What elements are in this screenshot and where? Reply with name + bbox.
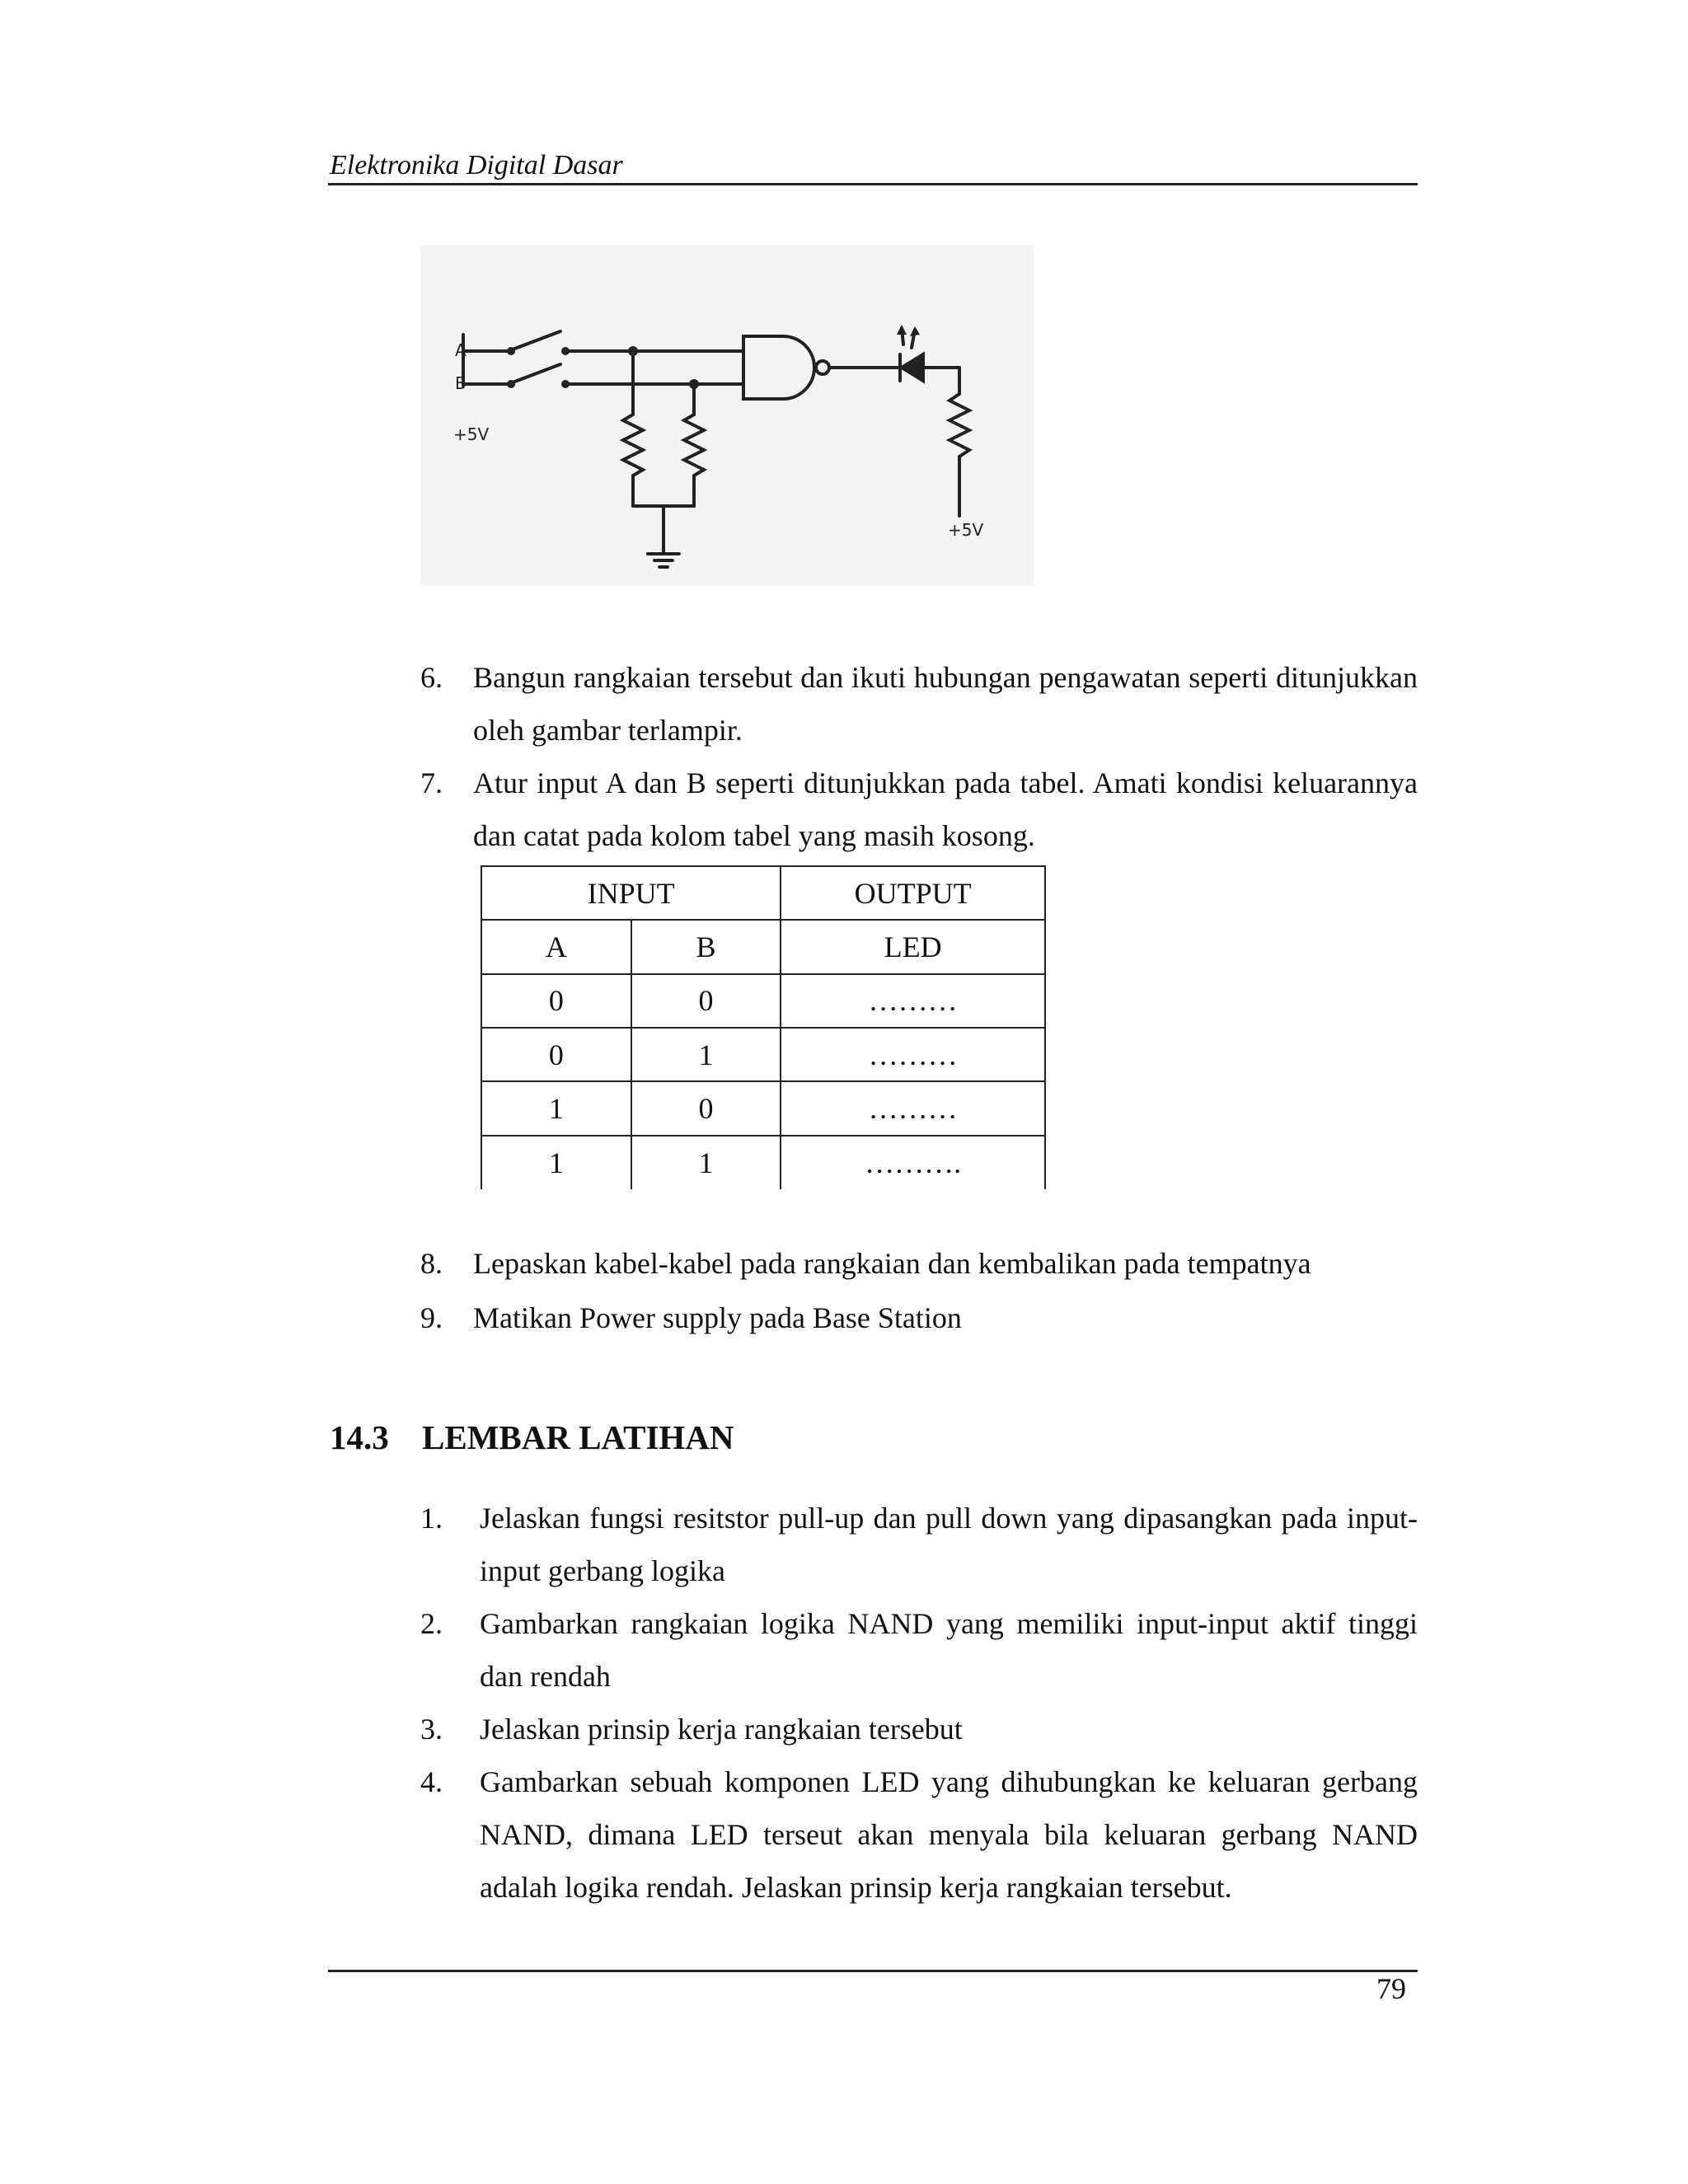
pulldown-resistor-a — [623, 415, 643, 476]
page-number: 79 — [1376, 1972, 1406, 2005]
running-header: Elektronika Digital Dasar — [330, 150, 623, 180]
section-number: 14.3 — [330, 1418, 389, 1456]
procedure-steps-list — [420, 651, 1418, 862]
switch-a-blade — [513, 331, 560, 349]
list-item-text: Atur input A dan B seperti ditunjukkan pada tabel. Amati kondisi keluarannya dan catat pada kolom tabel yang masih kosong. — [473, 766, 1418, 852]
table-column-header: B — [631, 920, 781, 973]
label-a: A — [455, 340, 467, 360]
table-cell: 1 — [631, 1136, 781, 1189]
led-icon — [902, 354, 923, 381]
switch-a-contact — [507, 347, 515, 355]
list-item-text: Lepaskan kabel-kabel pada rangkaian dan kembalikan pada tempatnya — [473, 1247, 1311, 1280]
junction-a — [628, 346, 638, 356]
list-item-number: 9. — [420, 1301, 443, 1334]
list-item-number: 8. — [420, 1247, 443, 1280]
list-item — [420, 1236, 1418, 1291]
list-item-number: 6. — [420, 661, 443, 694]
list-item — [420, 757, 1418, 862]
table-cell: ……… — [781, 1081, 1045, 1135]
list-item-number: 4. — [420, 1765, 443, 1798]
switch-b-terminal — [561, 380, 570, 388]
table-header-row — [481, 920, 1045, 973]
section-title: LEMBAR LATIHAN — [422, 1418, 734, 1456]
table-group-header-input: INPUT — [481, 866, 781, 920]
table-column-header: LED — [781, 920, 1045, 973]
table-column-header: A — [481, 920, 631, 973]
table-row — [481, 1081, 1045, 1135]
table-cell: 0 — [481, 974, 631, 1028]
list-item-number: 3. — [420, 1713, 443, 1746]
series-resistor — [950, 394, 969, 457]
label-b: B — [455, 373, 467, 393]
footer-rule — [328, 1970, 1418, 1972]
table-header-row — [481, 866, 1045, 920]
table-cell: 0 — [481, 1028, 631, 1081]
switch-a-terminal — [561, 347, 570, 355]
table-group-header-output: OUTPUT — [781, 866, 1045, 920]
list-item-text: Gambarkan rangkaian logika NAND yang memiliki input-input aktif tinggi dan rendah — [480, 1607, 1418, 1693]
led-arrowhead-2 — [897, 325, 907, 335]
label-vcc-left: +5V — [453, 424, 490, 444]
switch-b-contact — [507, 380, 515, 388]
list-item-text: Gambarkan sebuah komponen LED yang dihubungkan ke keluaran gerbang NAND, dimana LED terseut akan menyala bila keluaran gerbang NAND adalah logika rendah. Jelaskan prinsip kerja rangkaian tersebut. — [480, 1765, 1418, 1904]
junction-b — [689, 379, 699, 389]
list-item-text: Matikan Power supply pada Base Station — [473, 1301, 962, 1334]
list-item-number: 7. — [420, 766, 443, 799]
list-item — [420, 1291, 1418, 1345]
table-cell: 0 — [631, 974, 781, 1028]
list-item — [420, 1597, 1418, 1703]
section-heading — [330, 1418, 734, 1457]
header-rule — [328, 183, 1418, 185]
switch-b-blade — [513, 364, 560, 382]
procedure-steps-list-continued — [420, 1236, 1418, 1345]
list-item — [420, 651, 1418, 757]
table-cell: 1 — [631, 1028, 781, 1081]
list-item-text: Bangun rangkaian tersebut dan ikuti hubungan pengawatan seperti ditunjukkan oleh gambar terlampir. — [473, 661, 1418, 747]
nand-gate-bubble — [816, 361, 829, 374]
list-item-text: Jelaskan prinsip kerja rangkaian tersebut — [480, 1713, 963, 1746]
table-row — [481, 1028, 1045, 1081]
pulldown-resistor-b — [684, 415, 704, 476]
table-row — [481, 1136, 1045, 1189]
truth-table — [481, 865, 1046, 1189]
table-cell: ……… — [781, 1028, 1045, 1081]
table-cell: 1 — [481, 1136, 631, 1189]
list-item — [420, 1492, 1418, 1597]
table-cell: ……… — [781, 974, 1045, 1028]
table-row — [481, 974, 1045, 1028]
label-vcc-right: +5V — [948, 520, 984, 540]
table-cell: ………. — [781, 1136, 1045, 1189]
list-item-text: Jelaskan fungsi resitstor pull-up dan pull down yang dipasangkan pada input-input gerbang logika — [480, 1502, 1418, 1587]
led-arrowhead-1 — [910, 326, 920, 336]
circuit-figure — [420, 246, 1034, 585]
list-item-number: 1. — [420, 1502, 443, 1535]
table-cell: 0 — [631, 1081, 781, 1135]
nand-gate-body — [743, 336, 814, 399]
table-cell: 1 — [481, 1081, 631, 1135]
list-item-number: 2. — [420, 1607, 443, 1640]
list-item — [420, 1703, 1418, 1755]
exercise-list — [420, 1492, 1418, 1914]
list-item — [420, 1755, 1418, 1914]
nand-led-circuit-diagram — [420, 246, 1034, 585]
